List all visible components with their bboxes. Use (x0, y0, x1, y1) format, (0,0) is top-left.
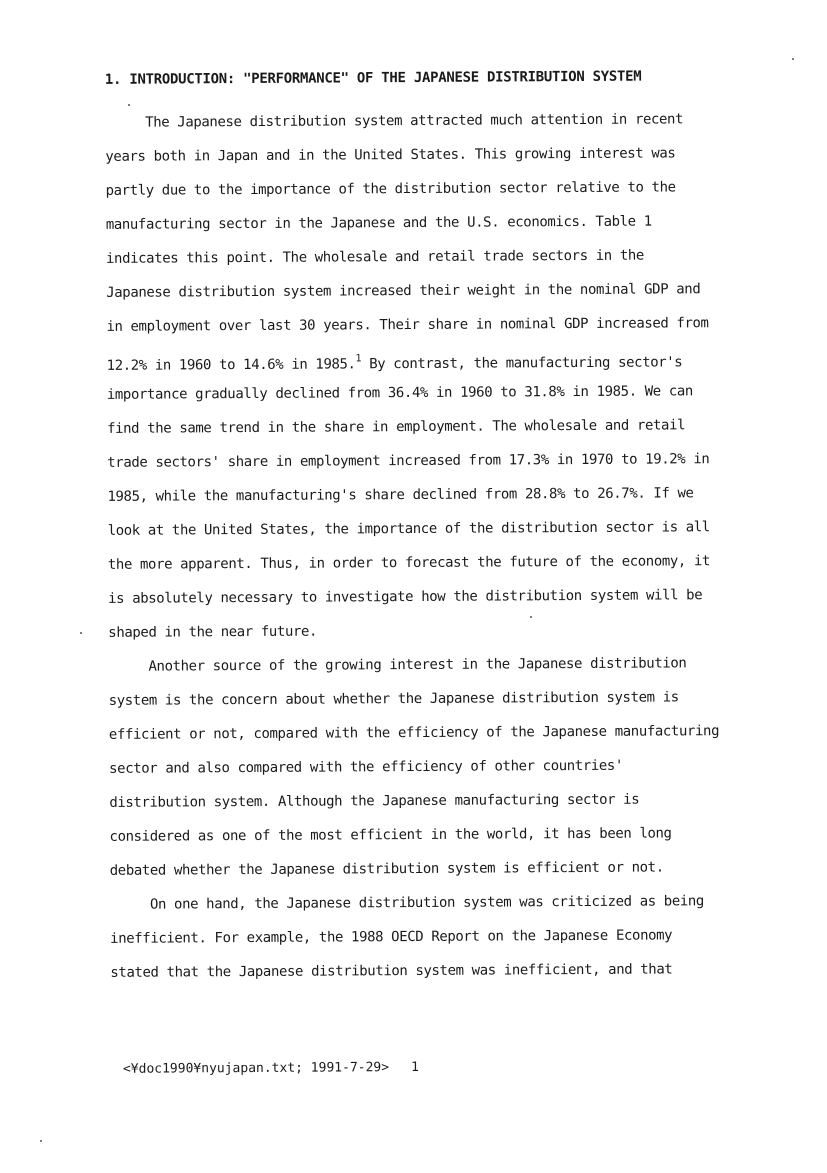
text-line: debated whether the Japanese distribution system is efficient or not. (109, 859, 664, 879)
text-line: in employment over last 30 years. Their share in nominal GDP increased from (106, 315, 709, 335)
text-line: 1985, while the manufacturing's share declined from 28.8% to 26.7%. If we (107, 485, 694, 505)
text-line: system is the concern about whether the Japanese distribution system is (108, 689, 679, 709)
text-line: The Japanese distribution system attracted much attention in recent (145, 111, 684, 131)
text-line: Japanese distribution system increased their weight in the nominal GDP and (106, 281, 701, 301)
footer-source: <¥doc1990¥nyujapan.txt; 1991-7-29> (122, 1060, 390, 1077)
text-line: find the same trend in the share in employment. The wholesale and retail (106, 417, 686, 437)
text-segment: 12.2% in 1960 to 14.6% in 1985. (106, 356, 356, 374)
text-line-with-footnote (107, 340, 767, 378)
text-line: Another source of the growing interest in the Japanese distribution (148, 655, 687, 675)
text-line: distribution system. Although the Japanese manufacturing sector is (109, 791, 640, 811)
scan-speck (80, 632, 82, 634)
text-line: look at the United States, the importance of the distribution sector is all (107, 519, 710, 539)
scan-speck (40, 1140, 42, 1142)
text-line: stated that the Japanese distribution system was inefficient, and that (110, 961, 673, 981)
text-line: On one hand, the Japanese distribution system was criticized as being (149, 893, 704, 913)
text-line: shaped in the near future. (108, 623, 318, 641)
text-line: trade sectors' share in employment increased from 17.3% in 1970 to 19.2% in (107, 451, 710, 471)
text-line: inefficient. For example, the 1988 OECD Report on the Japanese Economy (110, 927, 673, 947)
text-line: the more apparent. Thus, in order to forecast the future of the economy, it (107, 553, 711, 573)
text-line: considered as one of the most efficient in the world, it has been long (109, 825, 672, 845)
scan-speck (128, 104, 130, 106)
text-line: is absolutely necessary to investigate how the distribution system will be (108, 587, 703, 607)
body-text (105, 102, 770, 990)
text-line: partly due to the importance of the distribution sector relative to the (105, 179, 676, 199)
scan-speck (792, 58, 794, 60)
text-line: manufacturing sector in the Japanese and the U.S. economics. Table 1 (105, 213, 652, 233)
text-line: sector and also compared with the efficiency of other countries' (109, 757, 624, 777)
text-line: indicates this point. The wholesale and retail trade sectors in the (105, 247, 644, 267)
footnote-marker: 1 (355, 353, 362, 365)
scan-speck (530, 616, 532, 618)
section-heading: 1. INTRODUCTION: "PERFORMANCE" OF THE JAPANESE DISTRIBUTION SYSTEM (104, 68, 642, 88)
text-segment: By contrast, the manufacturing sector's (361, 354, 683, 373)
text-line: years both in Japan and in the United States. This growing interest was (105, 145, 676, 165)
text-line: importance gradually declined from 36.4% in 1960 to 31.8% in 1985. We can (106, 383, 693, 403)
page-number: 1 (411, 1059, 419, 1076)
page-footer (123, 1060, 419, 1077)
text-line: efficient or not, compared with the efficiency of the Japanese manufacturing (108, 723, 720, 743)
